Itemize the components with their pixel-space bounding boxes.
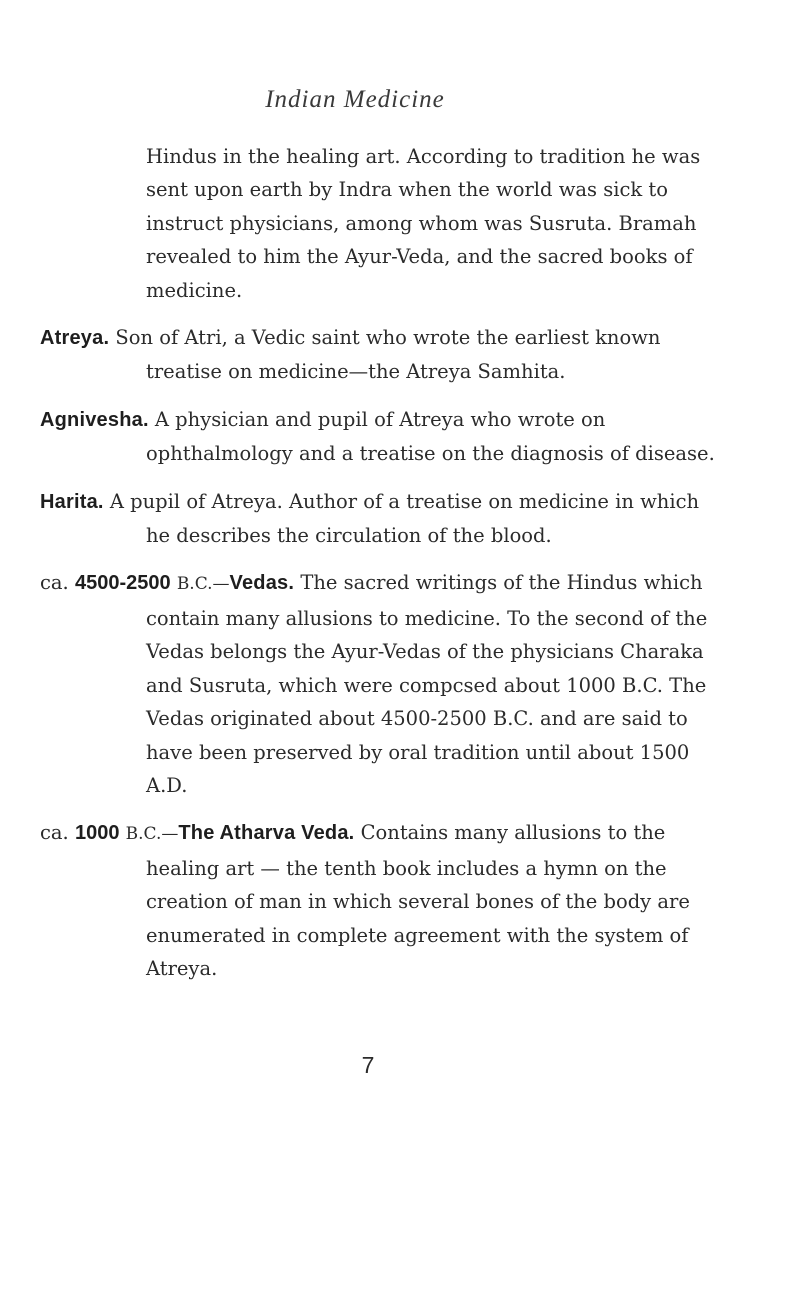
entry-term: Vedas.: [229, 572, 295, 595]
entry-prefix: ca.: [40, 571, 69, 595]
entry-prefix: ca.: [40, 821, 69, 845]
entry-term: Agnivesha.: [40, 408, 149, 431]
entry-text: Son of Atri, a Vedic saint who wrote the earliest known treatise on medicine—the Atreya Samhita.: [115, 326, 661, 384]
page-body: [40, 140, 716, 999]
entry-date: 1000: [74, 822, 120, 845]
entry-text: A pupil of Atreya. Author of a treatise on medicine in which he describes the circulation of the blood.: [109, 489, 700, 548]
entry-term: The Atharva Veda.: [178, 822, 355, 845]
entry-term: Harita.: [40, 490, 104, 513]
entry-harita: [40, 485, 716, 553]
entry-agnivesha: [40, 403, 716, 471]
continued-paragraph: [120, 140, 716, 307]
entry-term: Atreya.: [40, 327, 110, 350]
running-head: Indian Medicine: [265, 86, 445, 113]
entry-era: B.C.—: [125, 824, 179, 845]
page-number: 7: [361, 1052, 375, 1078]
entry-vedas: [40, 566, 716, 802]
entry-date: 4500-2500: [74, 572, 171, 595]
entry-era: B.C.—: [176, 574, 230, 595]
entry-text: Hindus in the healing art. According to tradition he was sent upon earth by Indra when the world was sick to instruct physicians, among whom was Susruta. Bramah revealed to him the Ayur-Veda, and the sacred books of medicine.: [146, 145, 701, 302]
entry-atreya: [40, 321, 716, 389]
entry-text: A physician and pupil of Atreya who wrote on ophthalmology and a treatise on the diagnosis of disease.: [146, 407, 715, 466]
entry-text: Contains many allusions to the healing art — the tenth book includes a hymn on the creation of man in which several bones of the body are enumerated in complete agreement with the system of Atreya.: [146, 821, 690, 980]
entry-atharva-veda: [40, 816, 716, 985]
entry-text: The sacred writings of the Hindus which contain many allusions to medicine. To the second of the Vedas belongs the Ayur-Vedas of the physicians Charaka and Susruta, which were compcsed about 1000 B.C. The Vedas originated about 4500-2500 B.C. and are said to have been preserved by oral tradition until about 1500 A.D.: [146, 571, 708, 797]
